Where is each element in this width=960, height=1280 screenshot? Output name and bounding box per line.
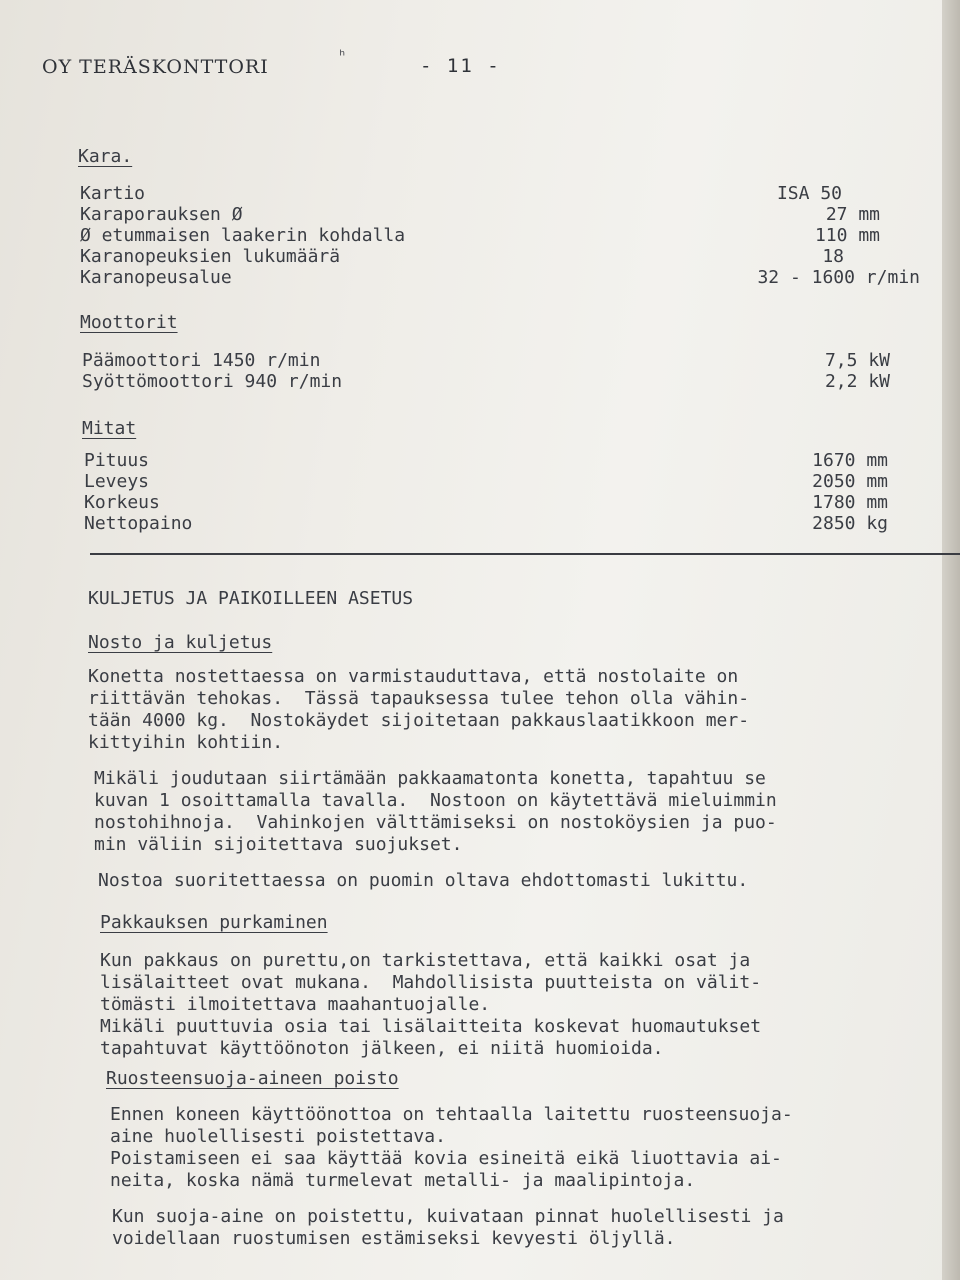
section-kara-title: Kara. — [78, 146, 133, 167]
kara-spec-list — [80, 183, 920, 288]
spec-label: Karanopeuksien lukumäärä — [80, 246, 341, 267]
company-name: OY TERÄSKONTTORI — [42, 56, 269, 78]
spec-row — [80, 267, 920, 288]
pakkaus-title: Pakkauksen purkaminen — [100, 912, 328, 933]
spec-label: Leveys — [84, 471, 150, 492]
spec-label: Syöttömoottori 940 r/min — [82, 371, 343, 392]
spec-value: 32 - 1600 r/min — [757, 267, 920, 288]
spec-row — [82, 371, 890, 392]
spec-row — [84, 513, 888, 534]
spec-value: 1670 mm — [812, 450, 888, 471]
section-divider — [90, 553, 960, 555]
spec-row — [80, 183, 920, 204]
pakkaus-paragraph: Kun pakkaus on purettu,on tarkistettava, että kaikki osat ja lisälaitteet ovat mukana. Mahdollisista puutteista on välit- tömästi ilmoitettava maahantuojalle. Mikäli puuttuvia osia tai lisälaitteita koskevat huomautukset tapahtuvat käyttöönoton jälkeen, ei niitä huomioida. — [100, 950, 762, 1059]
spec-value: ISA 50 — [776, 183, 842, 204]
transport-heading: KULJETUS JA PAIKOILLEEN ASETUS — [88, 588, 414, 609]
moottorit-spec-list — [82, 350, 890, 392]
nosto-title: Nosto ja kuljetus — [88, 632, 273, 653]
spec-row — [84, 471, 888, 492]
spec-label: Nettopaino — [84, 513, 193, 534]
spec-row — [80, 204, 920, 225]
nosto-paragraph-2: Mikäli joudutaan siirtämään pakkaamatonta konetta, tapahtuu se kuvan 1 osoittamalla tavalla. Nostoon on käytettävä mieluimmin nostohihnoja. Vahinkojen välttämiseksi on nostoköysien ja puo- min väliin sijoitettava suojukset. — [94, 768, 777, 855]
ruoste-paragraph-1: Ennen koneen käyttöönottoa on tehtaalla laitettu ruosteensuoja- aine huolellisesti poistettava. Poistamiseen ei saa käyttää kovia esineitä eikä liuottavia ai- neita, koska nämä turmelevat metalli- ja maalipintoja. — [110, 1104, 793, 1191]
spec-label: Karaporauksen Ø — [80, 204, 243, 225]
page-edge — [942, 0, 960, 1280]
nosto-paragraph-1: Konetta nostettaessa on varmistauduttava, että nostolaite on riittävän tehokas. Tässä tapauksessa tulee tehon olla vähin- tään 4000 kg. Nostokäydet sijoitetaan pakkauslaatikkoon mer- kittyihin kohtiin. — [88, 666, 750, 753]
page-number: - 11 - — [420, 55, 501, 77]
spec-value: 7,5 kW — [824, 350, 890, 371]
ruoste-title: Ruosteensuoja-aineen poisto — [106, 1068, 399, 1089]
spec-label: Kartio — [80, 183, 146, 204]
ruoste-paragraph-2: Kun suoja-aine on poistettu, kuivataan pinnat huolellisesti ja voidellaan ruostumisen estämiseksi kevyesti öljyllä. — [112, 1206, 784, 1249]
spec-value: 2050 mm — [812, 471, 888, 492]
section-mitat-title: Mitat — [82, 418, 137, 439]
section-moottorit-title: Moottorit — [80, 312, 178, 333]
spec-value: 1780 mm — [812, 492, 888, 513]
spec-row — [80, 246, 920, 267]
spec-row — [84, 492, 888, 513]
spec-label: Ø etummaisen laakerin kohdalla — [80, 225, 406, 246]
spec-label: Pituus — [84, 450, 150, 471]
spec-row — [80, 225, 920, 246]
spec-value: 2850 kg — [812, 513, 888, 534]
nosto-paragraph-3: Nostoa suoritettaessa on puomin oltava ehdottomasti lukittu. — [98, 870, 749, 891]
spec-row — [82, 350, 890, 371]
stray-mark: ʰ — [338, 48, 347, 64]
spec-label: Karanopeusalue — [80, 267, 232, 288]
spec-label: Päämoottori 1450 r/min — [82, 350, 321, 371]
spec-row — [84, 450, 888, 471]
spec-value: 27 mm — [825, 204, 880, 225]
spec-value: 2,2 kW — [824, 371, 890, 392]
spec-value: 18 — [822, 246, 844, 267]
spec-label: Korkeus — [84, 492, 160, 513]
spec-value: 110 mm — [814, 225, 880, 246]
mitat-spec-list — [84, 450, 888, 534]
